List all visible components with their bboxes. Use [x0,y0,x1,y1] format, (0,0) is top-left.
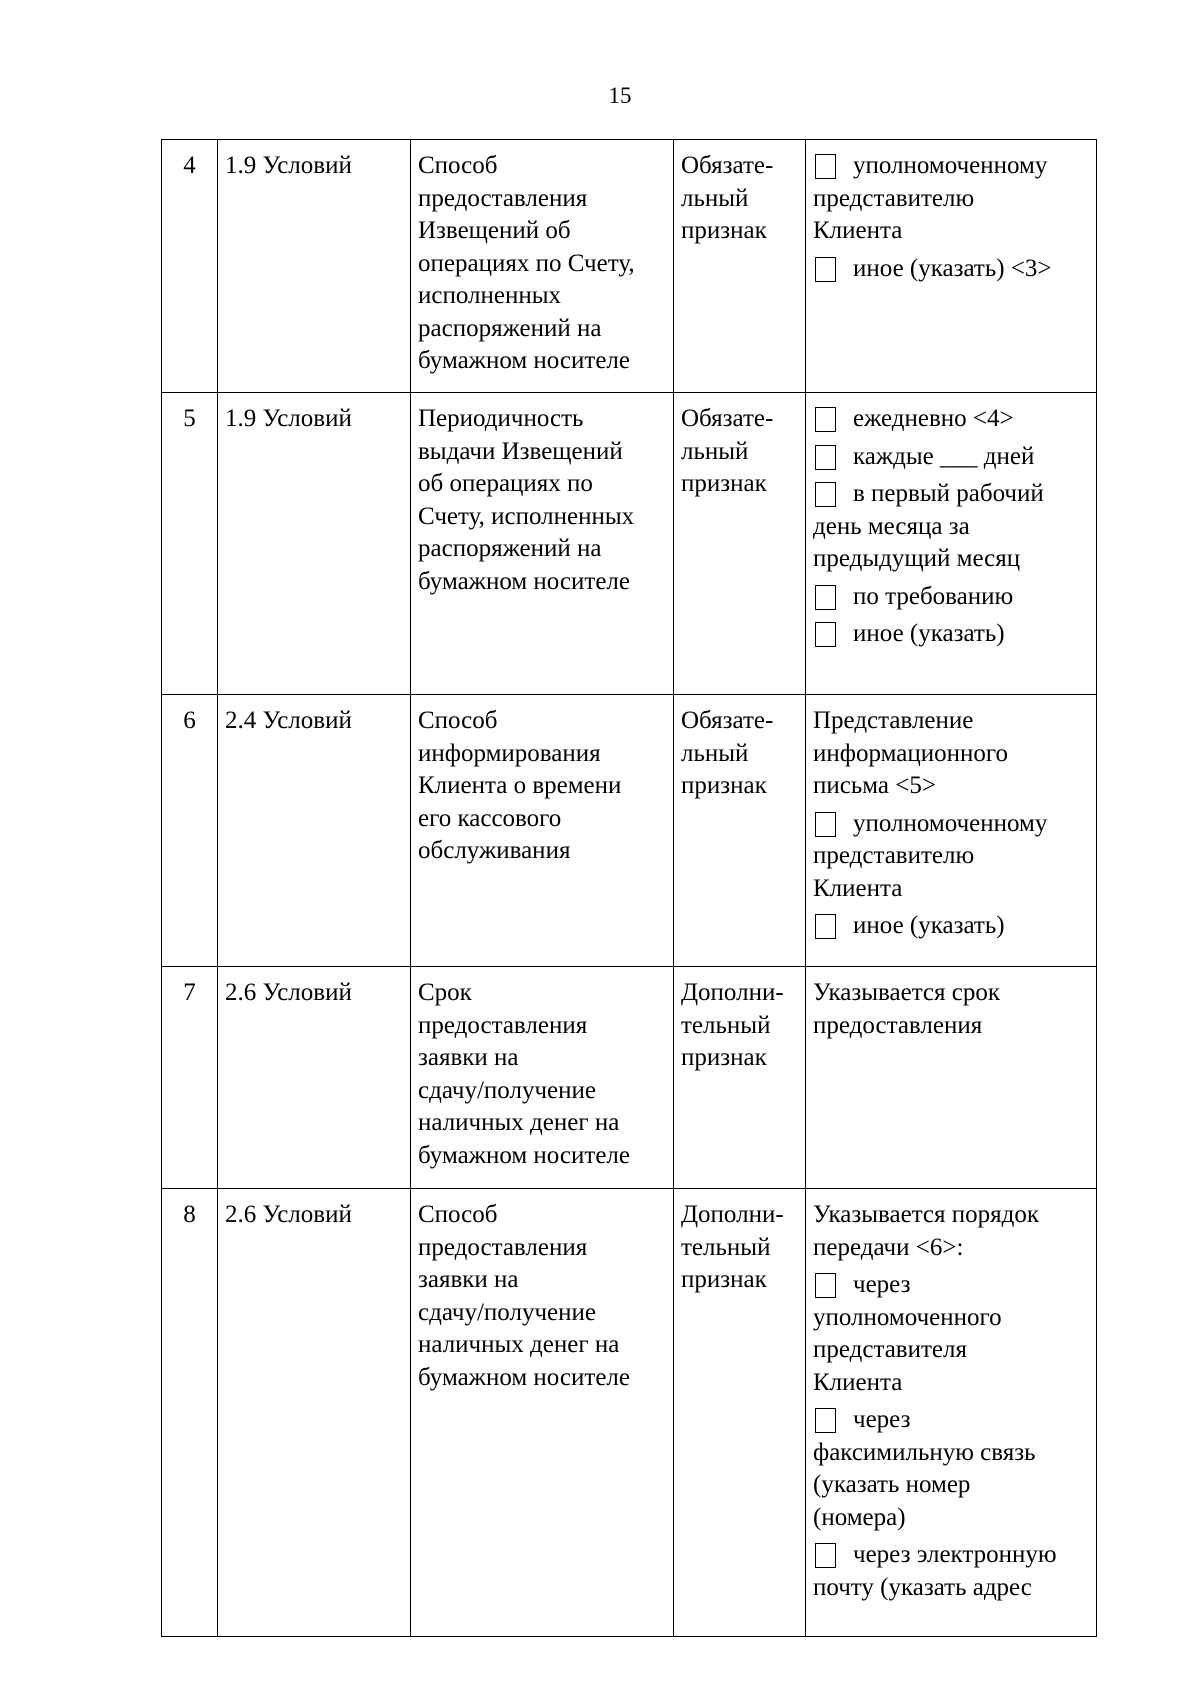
checkbox-option[interactable] [813,1269,1090,1302]
conditions-table [161,139,1097,1637]
checkbox-option[interactable] [813,441,1090,474]
attribute-type-cell [674,1189,806,1637]
empty-checkbox-icon[interactable] [815,585,836,610]
checkbox-option[interactable] [813,808,1090,841]
attribute-type-line: тельный [681,1233,771,1261]
value-cell [806,1189,1097,1637]
parameter-name-line: бумажном носителе [418,1141,630,1169]
value-text-line: письма <5> [813,772,936,799]
parameter-name-line: бумажном носителе [418,567,630,595]
checkbox-option-label-continued: (указать номер [813,1471,971,1498]
attribute-type-line: признак [681,470,767,497]
parameter-name-cell [411,1189,674,1637]
reference-cell: 2.4 Условий [218,695,411,967]
parameter-name-line: его кассового [418,804,562,832]
parameter-name-cell [411,695,674,967]
checkbox-option-label-continued: почту (указать адрес [813,1573,1032,1601]
attribute-type-line: Дополни- [681,979,784,1006]
attribute-type-cell [674,695,806,967]
parameter-name-cell [411,393,674,695]
parameter-name-line: Клиента о времени [418,772,622,799]
checkbox-option-label: иное (указать) [853,912,1005,939]
row-number-cell: 8 [162,1189,218,1637]
attribute-type-line: признак [681,1044,767,1071]
empty-checkbox-icon[interactable] [815,154,836,179]
parameter-name-line: Способ [418,707,498,734]
table-body [162,140,1097,1637]
page-number: 15 [608,83,632,108]
attribute-type-line: льный [681,184,749,212]
parameter-name-line: бумажном носителе [418,347,630,374]
checkbox-option-label: каждые ___ дней [853,442,1035,470]
checkbox-option[interactable] [813,403,1090,436]
parameter-name-line: Периодичность [418,405,584,432]
attribute-type-cell [674,967,806,1189]
checkbox-option-label: уполномоченному [853,809,1048,837]
parameter-name-line: Срок [418,979,472,1006]
empty-checkbox-icon[interactable] [815,257,836,282]
attribute-type-line: Дополни- [681,1201,784,1228]
checkbox-option[interactable] [813,150,1090,183]
empty-checkbox-icon[interactable] [815,812,836,837]
parameter-name-line: предоставления [418,1011,588,1039]
checkbox-option-label-continued: представителю [813,842,975,869]
parameter-name-line: Способ [418,1201,498,1228]
table-row [162,393,1097,695]
empty-checkbox-icon[interactable] [815,1543,836,1568]
checkbox-option-label: через [853,1271,911,1298]
value-text-line: передачи <6>: [813,1233,964,1261]
parameter-name-line: предоставления [418,1233,588,1261]
checkbox-option[interactable] [813,478,1090,511]
table-row [162,695,1097,967]
attribute-type-line: Обязате- [681,405,774,432]
checkbox-option-label-continued: представителя [813,1336,967,1363]
checkbox-option-label-continued: уполномоченного [813,1303,1002,1331]
parameter-name-line: предоставления [418,184,588,212]
parameter-name-line: распоряжений на [418,314,602,342]
parameter-name-line: заявки на [418,1044,519,1071]
checkbox-option-label-continued: представителю [813,184,975,212]
checkbox-option[interactable] [813,618,1090,651]
parameter-name-line: сдачу/получение [418,1298,596,1326]
parameter-name-line: обслуживания [418,837,571,864]
value-cell [806,967,1097,1189]
parameter-name-line: операциях по Счету, [418,249,635,277]
empty-checkbox-icon[interactable] [815,407,836,432]
checkbox-option[interactable] [813,253,1090,286]
empty-checkbox-icon[interactable] [815,622,836,647]
attribute-type-line: признак [681,217,767,244]
checkbox-option[interactable] [813,1404,1090,1437]
value-cell [806,393,1097,695]
empty-checkbox-icon[interactable] [815,914,836,939]
checkbox-option-label: через [853,1406,911,1433]
table-row [162,140,1097,393]
parameter-name-line: бумажном носителе [418,1363,630,1391]
empty-checkbox-icon[interactable] [815,1273,836,1298]
attribute-type-line: тельный [681,1011,771,1039]
row-number-cell: 7 [162,967,218,1189]
empty-checkbox-icon[interactable] [815,1408,836,1433]
checkbox-option[interactable] [813,910,1090,943]
attribute-type-cell [674,140,806,393]
checkbox-option-label-continued: день месяца за [813,512,970,540]
checkbox-option-label-continued: Клиента [813,217,903,244]
value-text-line: предоставления [813,1011,983,1039]
attribute-type-line: Обязате- [681,152,774,179]
checkbox-option-label-continued: факсимильную связь [813,1438,1036,1466]
parameter-name-line: сдачу/получение [418,1076,596,1104]
checkbox-option-label: иное (указать) [853,620,1005,647]
checkbox-option-label: уполномоченному [853,152,1048,179]
table-row [162,967,1097,1189]
attribute-type-line: Обязате- [681,707,774,734]
row-number-cell: 4 [162,140,218,393]
value-text-line: информационного [813,739,1008,767]
checkbox-option-label-continued: Клиента [813,1368,903,1396]
checkbox-option[interactable] [813,1539,1090,1572]
parameter-name-cell [411,140,674,393]
empty-checkbox-icon[interactable] [815,445,836,470]
attribute-type-line: признак [681,772,767,799]
attribute-type-line: льный [681,437,749,465]
reference-cell: 2.6 Условий [218,1189,411,1637]
checkbox-option-label: в первый рабочий [853,480,1044,507]
value-cell [806,140,1097,393]
empty-checkbox-icon[interactable] [815,482,836,507]
value-text-line: Представление [813,707,974,734]
parameter-name-line: Способ [418,152,498,179]
value-cell [806,695,1097,967]
parameter-name-line: выдачи Извещений [418,437,623,465]
checkbox-option-label: через электронную [853,1541,1057,1568]
row-number-cell: 5 [162,393,218,695]
table-row [162,1189,1097,1637]
parameter-name-line: Извещений об [418,217,571,244]
reference-cell: 1.9 Условий [218,140,411,393]
parameter-name-cell [411,967,674,1189]
parameter-name-line: наличных денег на [418,1109,620,1136]
checkbox-option-label: по требованию [853,582,1014,610]
attribute-type-line: льный [681,739,749,767]
parameter-name-line: наличных денег на [418,1331,620,1358]
attribute-type-cell [674,393,806,695]
parameter-name-line: информирования [418,739,601,767]
checkbox-option-label-continued: предыдущий месяц [813,545,1021,572]
attribute-type-line: признак [681,1266,767,1293]
parameter-name-line: заявки на [418,1266,519,1293]
checkbox-option[interactable] [813,581,1090,614]
checkbox-option-label-continued: (номера) [813,1503,906,1531]
parameter-name-line: об операциях по [418,470,593,497]
checkbox-option-label-continued: Клиента [813,874,903,902]
parameter-name-line: распоряжений на [418,535,602,562]
reference-cell: 1.9 Условий [218,393,411,695]
value-text-line: Указывается срок [813,979,1001,1006]
parameter-name-line: Счету, исполненных [418,502,635,530]
checkbox-option-label: иное (указать) <3> [853,254,1052,282]
checkbox-option-label: ежедневно <4> [853,405,1014,432]
row-number-cell: 6 [162,695,218,967]
parameter-name-line: исполненных [418,282,562,309]
value-text-line: Указывается порядок [813,1201,1040,1228]
reference-cell: 2.6 Условий [218,967,411,1189]
